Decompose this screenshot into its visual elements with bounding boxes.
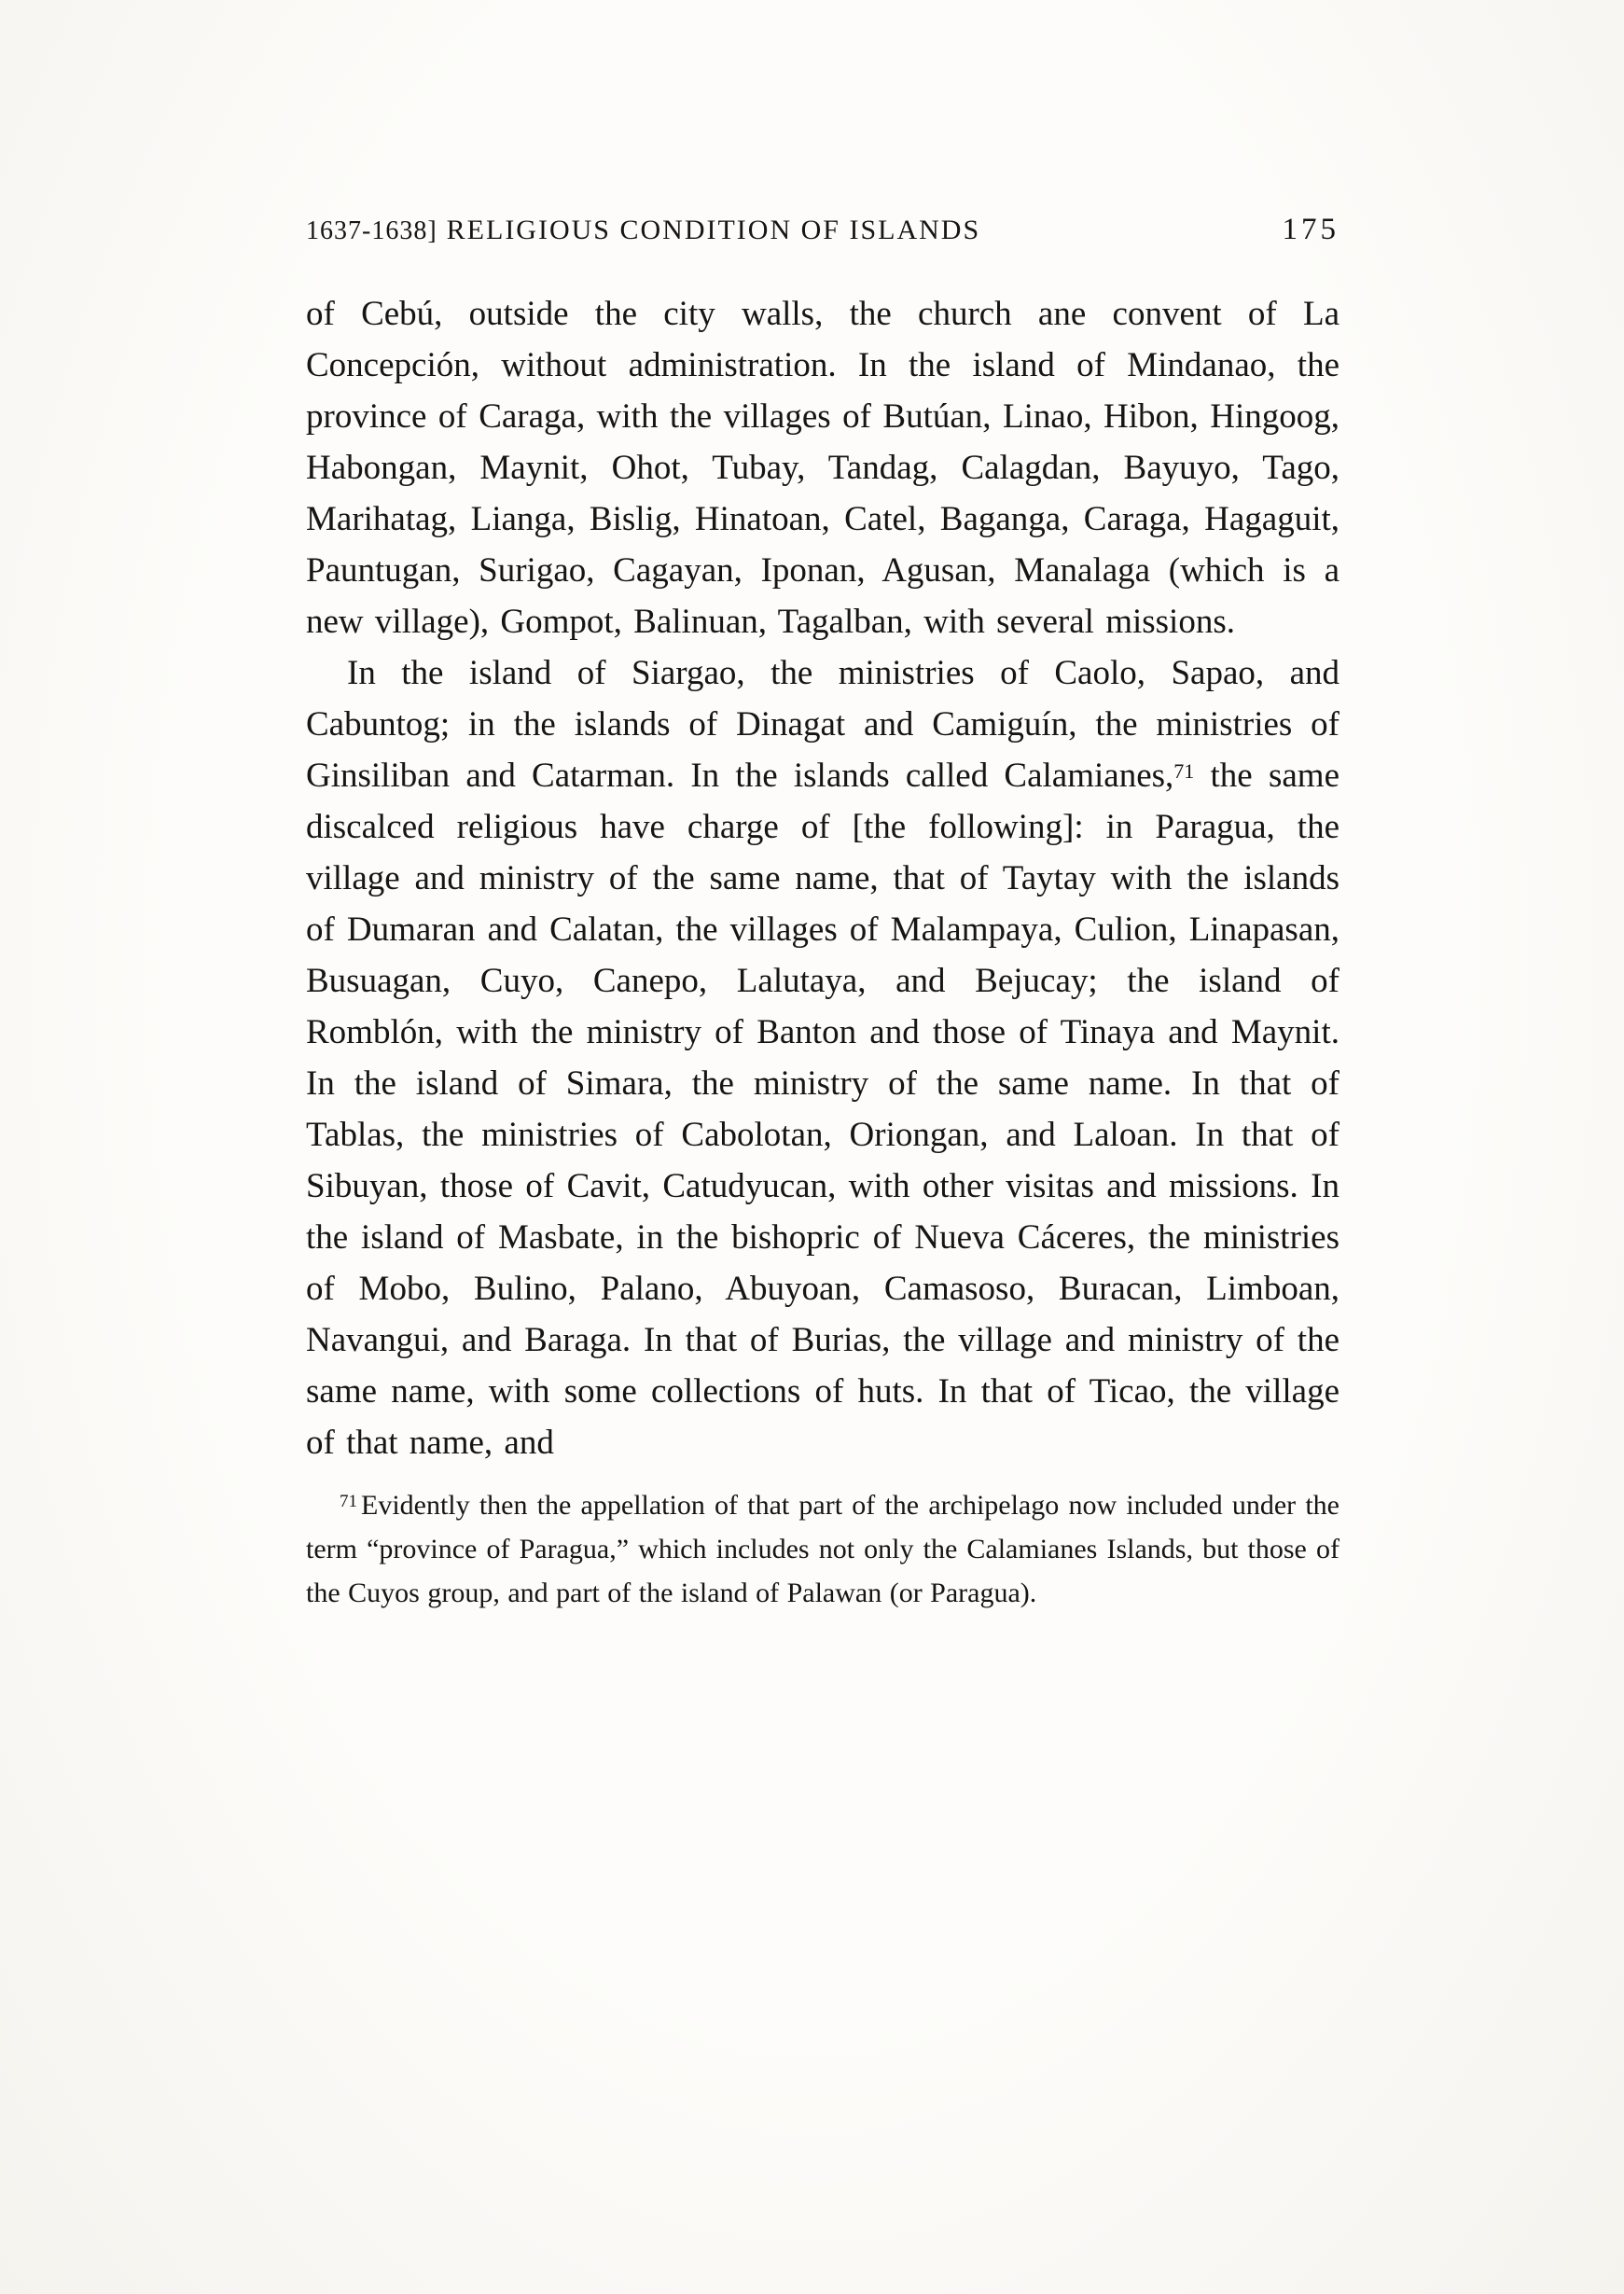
text-block [306,213,1339,1615]
paragraph-1: of Cebú, outside the city walls, the church ane convent of La Concepción, without administration. In the island of Mindanao, the province of Caraga, with the villages of Butúan, Linao, Hibon, Hingoog, Habongan, Maynit, Ohot, Tubay, Tandag, Calagdan, Bayuyo, Tago, Marihatag, Lianga, Bislig, Hinatoan, Catel, Baganga, Caraga, Hagaguit, Pauntugan, Surigao, Cagayan, Iponan, Agusan, Manalaga (which is a new village), Gompot, Balinuan, Tagalban, with several missions. [306,295,1339,641]
footnote-marker: 71 [340,1492,357,1511]
paragraph-2 [306,647,1339,1468]
footnote-reference: 71 [1173,759,1195,783]
footnote [306,1483,1339,1615]
paragraph-2-text-continued: the same discalced religious have charge of [the following]: in Paragua, the village and ministry of the same name, that of Taytay with the islands of Dumaran and Calatan, the villages of Malampaya, Culion, Linapasan, Busuagan, Cuyo, Canepo, Lalutaya, and Bejucay; the island of Romblón, with the ministry of Banton and those of Tinaya and Maynit. In the island of Simara, the ministry of the same name. In that of Tablas, the ministries of Cabolotan, Oriongan, and Laloan. In that of Sibuyan, those of Cavit, Catudyucan, with other visitas and missions. In the island of Masbate, in the bishopric of Nueva Cáceres, the ministries of Mobo, Bulino, Palano, Abuyoan, Camasoso, Buracan, Limboan, Navangui, and Baraga. In that of Burias, the village and ministry of the same name, with some collections of huts. In that of Ticao, the village of that name, and [306,757,1339,1462]
body-text [306,288,1339,1468]
paragraph-2-text: In the island of Siargao, the ministries of Caolo, Sapao, and Cabuntog; in the islands of Dinagat and Camiguín, the ministries of Ginsiliban and Catarman. In the islands called Calamianes, [306,654,1339,795]
header-citation [306,215,980,246]
header-years: 1637-1638] [306,216,437,245]
header-title: RELIGIOUS CONDITION OF ISLANDS [446,215,981,245]
running-header [306,213,1339,247]
page-number: 175 [1282,213,1339,246]
footnote-text: Evidently then the appellation of that part of the archipelago now included under the term “province of Paragua,” which includes not only the Calamianes Islands, but those of the Cuyos group, and part of the island of Palawan (or Paragua). [306,1490,1339,1608]
